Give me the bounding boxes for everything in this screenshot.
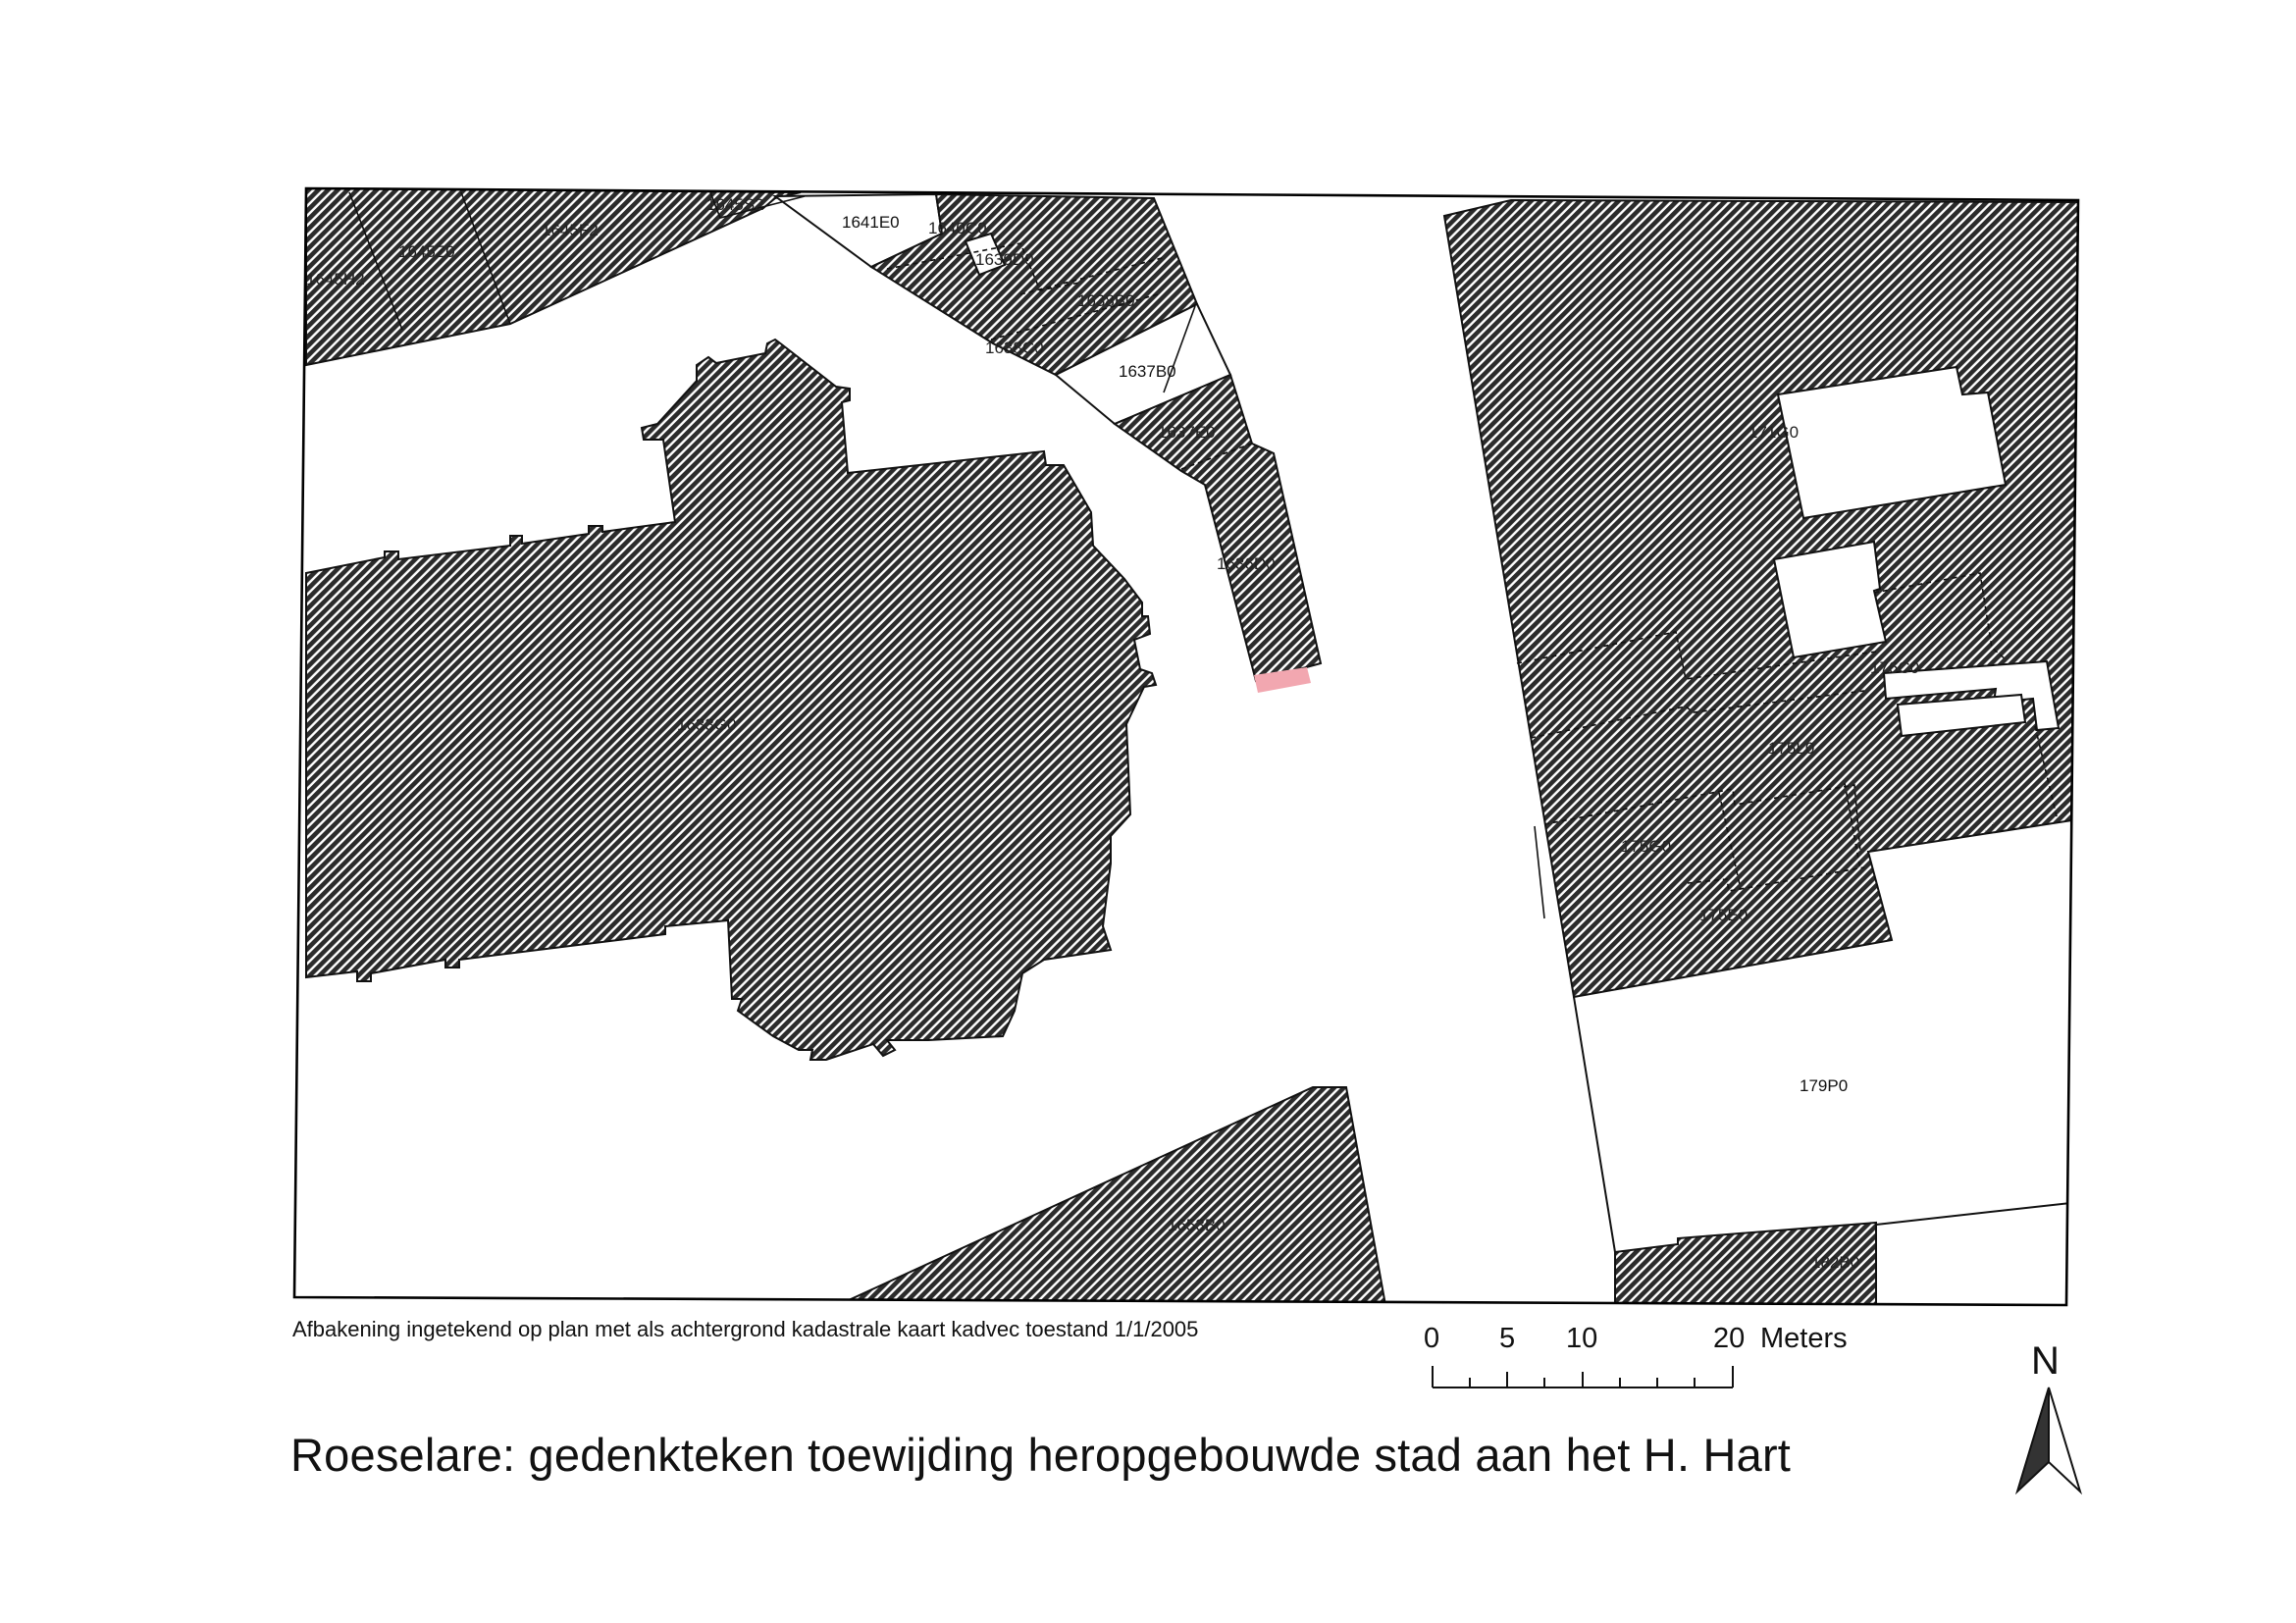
label-171G0: 171G0 bbox=[1748, 423, 1800, 442]
label-175L0: 175L0 bbox=[1768, 739, 1815, 758]
label-1645Z0: 1645Z0 bbox=[398, 242, 455, 261]
label-1639D0: 1639D0 bbox=[975, 250, 1034, 269]
scale-unit: Meters bbox=[1760, 1323, 1848, 1354]
scale-tick-5: 5 bbox=[1499, 1323, 1516, 1354]
north-label: N bbox=[2031, 1339, 2060, 1383]
label-1653B0: 1653B0 bbox=[1168, 1216, 1226, 1234]
label-175E0: 175E0 bbox=[1699, 906, 1748, 924]
label-1640C0: 1640C0 bbox=[928, 219, 987, 237]
label-1633G0: 1633G0 bbox=[677, 715, 737, 734]
parcel-179P0-boundary bbox=[1574, 997, 1615, 1252]
label-1645H2: 1645H2 bbox=[306, 270, 365, 288]
label-1637B0: 1637B0 bbox=[1119, 362, 1176, 381]
parcel-176C0-void bbox=[1774, 542, 1886, 657]
label-1645F2: 1645F2 bbox=[542, 221, 599, 239]
label-1636D0: 1636D0 bbox=[1217, 554, 1276, 573]
scale-tick-10: 10 bbox=[1566, 1323, 1598, 1354]
scale-tick-0: 0 bbox=[1424, 1323, 1440, 1354]
label-179P0: 179P0 bbox=[1800, 1076, 1849, 1095]
scale-tick-20: 20 bbox=[1713, 1323, 1746, 1354]
map-caption: Afbakening ingetekend op plan met als achtergrond kadastrale kaart kadvec toestand 1/1/2005 bbox=[292, 1317, 1199, 1341]
label-1637E0: 1637E0 bbox=[1158, 423, 1216, 442]
parcel-1653B0 bbox=[838, 1087, 1385, 1305]
label-1638C0: 1638C0 bbox=[985, 339, 1044, 357]
north-arrow-icon bbox=[2017, 1387, 2080, 1492]
parcel-182B0-divider bbox=[1876, 1203, 2070, 1225]
label-182B0: 182B0 bbox=[1811, 1253, 1860, 1272]
label-176C0: 176C0 bbox=[1870, 658, 1920, 677]
label-1645S2: 1645S2 bbox=[706, 195, 764, 214]
label-1638B0: 1638B0 bbox=[1077, 291, 1135, 310]
label-1641E0: 1641E0 bbox=[842, 213, 900, 232]
scale-bar bbox=[1433, 1366, 1733, 1387]
parcel-1645-block bbox=[306, 188, 801, 365]
label-175G0: 175G0 bbox=[1621, 837, 1672, 856]
page-title: Roeselare: gedenkteken toewijding heropgebouwde stad aan het H. Hart bbox=[290, 1429, 1792, 1481]
parcel-1633G0 bbox=[306, 340, 1156, 1060]
